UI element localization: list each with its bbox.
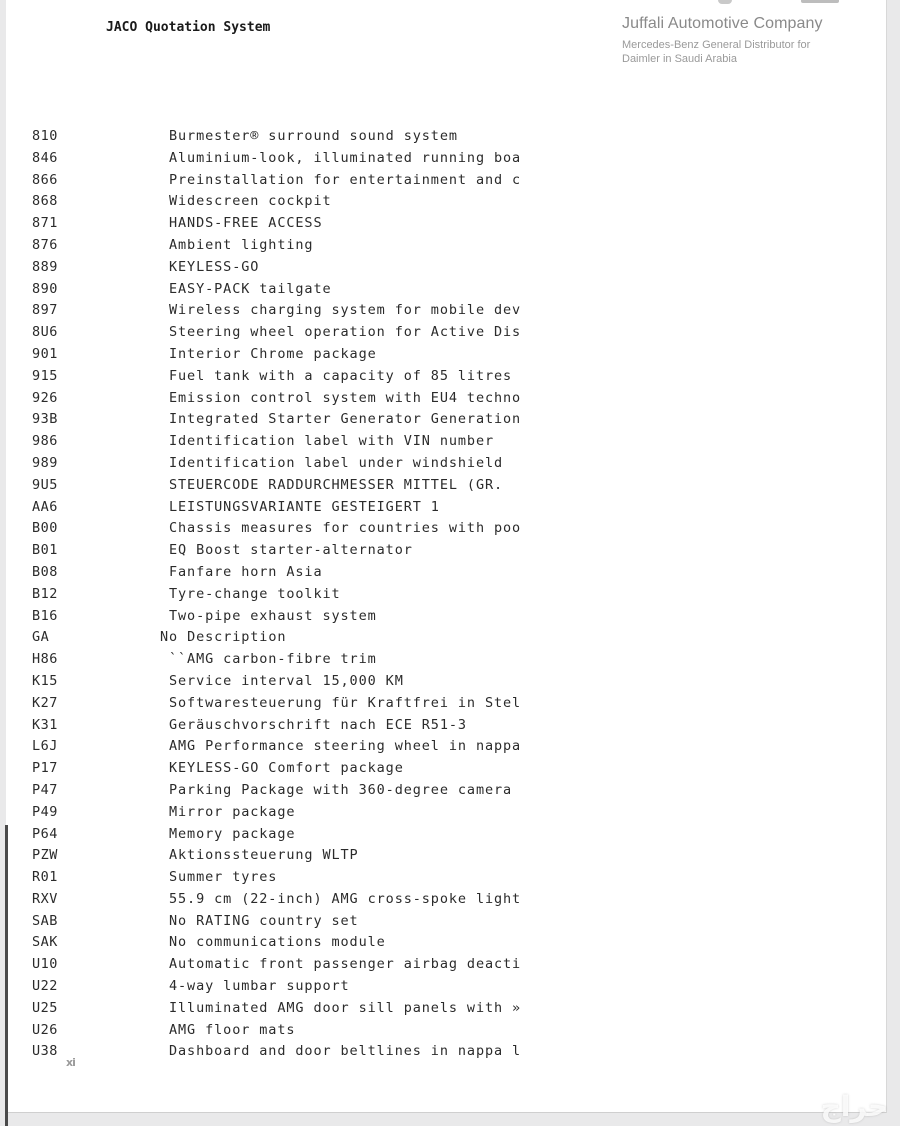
company-name: Juffali Automotive Company: [622, 15, 823, 32]
option-row: [6, 867, 886, 889]
quotation-page: [6, 0, 887, 1113]
option-row: [6, 693, 886, 715]
option-code: U22: [32, 978, 58, 995]
option-code: U26: [32, 1021, 58, 1038]
option-description: No RATING country set: [169, 912, 359, 929]
company-block: [622, 14, 823, 66]
option-description: Identification label with VIN number: [169, 433, 494, 450]
option-code: P47: [32, 781, 58, 798]
company-subtitle-line2: Daimler in Saudi Arabia: [622, 53, 737, 65]
option-row: [6, 911, 886, 933]
option-description: Mirror package: [169, 803, 296, 820]
option-row: [6, 235, 886, 257]
option-row: [6, 475, 886, 497]
top-scan-marks: [706, 0, 866, 6]
option-code: P17: [32, 760, 58, 777]
option-description: Preinstallation for entertainment and c: [169, 171, 522, 188]
option-description: Fuel tank with a capacity of 85 litres: [169, 367, 513, 384]
option-description: Wireless charging system for mobile dev: [169, 302, 522, 319]
option-row: [6, 715, 886, 737]
option-row: [6, 344, 886, 366]
option-code: PZW: [32, 847, 58, 864]
option-row: [6, 540, 886, 562]
option-code: R01: [32, 869, 58, 886]
option-code: 866: [32, 171, 58, 188]
option-row: [6, 671, 886, 693]
option-row: [6, 584, 886, 606]
option-code: 868: [32, 193, 58, 210]
option-description: LEISTUNGSVARIANTE GESTEIGERT 1: [169, 498, 440, 515]
option-code: K31: [32, 716, 58, 733]
option-row: [6, 845, 886, 867]
option-description: No communications module: [169, 934, 386, 951]
company-subtitle: [622, 38, 823, 66]
option-code: L6J: [32, 738, 58, 755]
option-description: Automatic front passenger airbag deacti: [169, 956, 522, 973]
option-row: [6, 148, 886, 170]
option-code: 915: [32, 367, 58, 384]
option-row: [6, 758, 886, 780]
option-row: [6, 736, 886, 758]
option-code: P64: [32, 825, 58, 842]
option-code: 8U6: [32, 324, 58, 341]
option-row: [6, 279, 886, 301]
option-code: 926: [32, 389, 58, 406]
option-code: 889: [32, 258, 58, 275]
option-row: [6, 1020, 886, 1042]
option-code: U25: [32, 999, 58, 1016]
option-row: [6, 170, 886, 192]
option-description: KEYLESS-GO Comfort package: [169, 760, 404, 777]
option-row: [6, 1041, 886, 1058]
option-description: Parking Package with 360-degree camera: [169, 781, 513, 798]
option-code: RXV: [32, 890, 58, 907]
option-code: B16: [32, 607, 58, 624]
option-row: [6, 649, 886, 671]
option-code: 890: [32, 280, 58, 297]
option-code: 989: [32, 454, 58, 471]
option-description: AMG floor mats: [169, 1021, 296, 1038]
option-row: [6, 954, 886, 976]
option-code: SAK: [32, 934, 58, 951]
option-description: Illuminated AMG door sill panels with »: [169, 999, 522, 1016]
option-row: [6, 606, 886, 628]
option-row: [6, 366, 886, 388]
option-description: Geräuschvorschrift nach ECE R51-3: [169, 716, 467, 733]
option-row: [6, 191, 886, 213]
option-row: [6, 431, 886, 453]
option-row: [6, 802, 886, 824]
option-code: 876: [32, 236, 58, 253]
option-list: [6, 126, 886, 1058]
scan-mark: [718, 0, 732, 4]
option-row: [6, 322, 886, 344]
company-subtitle-line1: Mercedes-Benz General Distributor for: [622, 39, 811, 51]
option-description: Summer tyres: [169, 869, 278, 886]
option-description: STEUERCODE RADDURCHMESSER MITTEL (GR.: [169, 476, 504, 493]
option-code: 986: [32, 433, 58, 450]
option-row: [6, 998, 886, 1020]
option-code: H86: [32, 651, 58, 668]
option-row: [6, 126, 886, 148]
option-description: Steering wheel operation for Active Dis: [169, 324, 522, 341]
option-code: B00: [32, 520, 58, 537]
option-row: [6, 300, 886, 322]
option-description: No Description: [160, 629, 287, 646]
option-code: SAB: [32, 912, 58, 929]
option-description: KEYLESS-GO: [169, 258, 260, 275]
option-code: B01: [32, 542, 58, 559]
option-description: Burmester® surround sound system: [169, 128, 458, 144]
option-description: 55.9 cm (22-inch) AMG cross-spoke light: [169, 890, 522, 907]
scan-mark: [801, 0, 839, 3]
option-row: [6, 932, 886, 954]
option-row: [6, 562, 886, 584]
watermark-logo: حراج: [820, 1090, 888, 1123]
option-description: Tyre-change toolkit: [169, 585, 341, 602]
option-description: EASY-PACK tailgate: [169, 280, 332, 297]
option-description: Memory package: [169, 825, 296, 842]
option-description: Aktionssteuerung WLTP: [169, 847, 359, 864]
option-description: Two-pipe exhaust system: [169, 607, 377, 624]
option-code: P49: [32, 803, 58, 820]
option-description: Service interval 15,000 KM: [169, 672, 404, 689]
option-description: ``AMG carbon-fibre trim: [169, 651, 377, 668]
option-description: Aluminium-look, illuminated running boa: [169, 149, 522, 166]
option-code: 93B: [32, 411, 58, 428]
option-code: GA: [32, 629, 50, 646]
option-row: [6, 627, 886, 649]
option-description: Dashboard and door beltlines in nappa l: [169, 1043, 522, 1058]
option-row: [6, 497, 886, 519]
option-description: Ambient lighting: [169, 236, 314, 253]
option-description: HANDS-FREE ACCESS: [169, 215, 323, 232]
option-row: [6, 518, 886, 540]
option-description: AMG Performance steering wheel in nappa: [169, 738, 522, 755]
option-row: [6, 824, 886, 846]
option-code: 871: [32, 215, 58, 232]
option-description: Interior Chrome package: [169, 345, 377, 362]
option-description: Widescreen cockpit: [169, 193, 332, 210]
option-code: 901: [32, 345, 58, 362]
option-description: 4-way lumbar support: [169, 978, 350, 995]
option-code: B08: [32, 563, 58, 580]
option-code: 9U5: [32, 476, 58, 493]
option-code: 810: [32, 128, 58, 144]
option-description: Softwaresteuerung für Kraftfrei in Stel: [169, 694, 522, 711]
option-description: Chassis measures for countries with poo: [169, 520, 522, 537]
option-code: U38: [32, 1043, 58, 1058]
option-row: [6, 409, 886, 431]
option-description: Emission control system with EU4 techno: [169, 389, 522, 406]
option-code: AA6: [32, 498, 58, 515]
option-description: Fanfare horn Asia: [169, 563, 323, 580]
option-row: [6, 388, 886, 410]
option-row: [6, 889, 886, 911]
scan-edge: [5, 825, 8, 1126]
option-row: [6, 257, 886, 279]
system-title: JACO Quotation System: [106, 20, 271, 35]
page-stamp: xi: [66, 1056, 75, 1069]
option-row: [6, 453, 886, 475]
option-description: EQ Boost starter-alternator: [169, 542, 413, 559]
option-description: Identification label under windshield: [169, 454, 504, 471]
option-code: K27: [32, 694, 58, 711]
option-code: K15: [32, 672, 58, 689]
option-row: [6, 213, 886, 235]
option-description: Integrated Starter Generator Generation: [169, 411, 522, 428]
option-row: [6, 780, 886, 802]
option-code: U10: [32, 956, 58, 973]
option-row: [6, 976, 886, 998]
option-code: 846: [32, 149, 58, 166]
option-code: B12: [32, 585, 58, 602]
option-code: 897: [32, 302, 58, 319]
